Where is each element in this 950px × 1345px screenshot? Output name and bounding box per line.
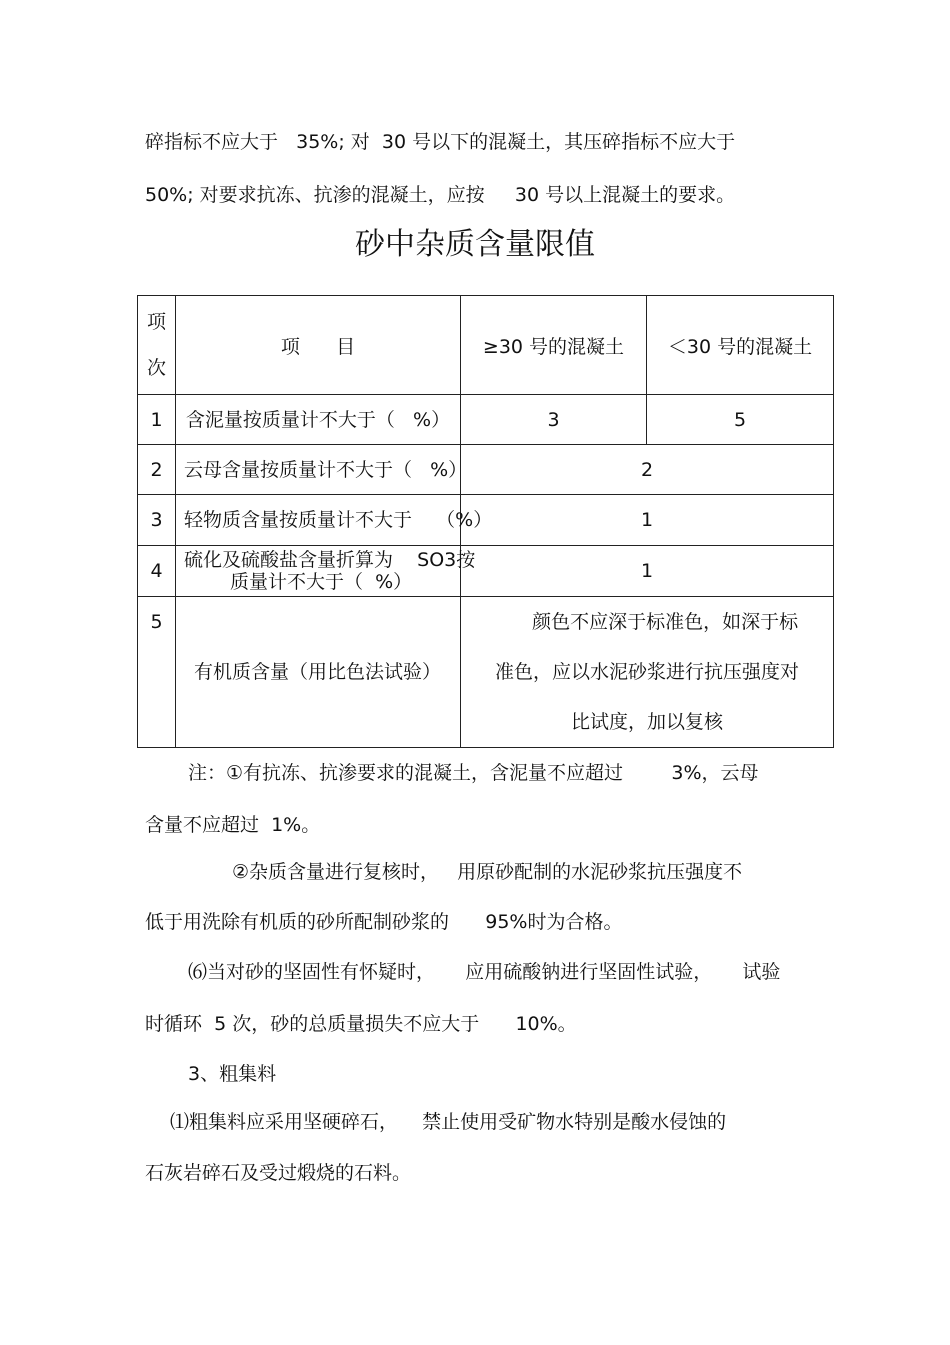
row-item-text: 有机质含量（用比色法试验） xyxy=(194,661,442,683)
row-number: 3 xyxy=(138,495,176,546)
table-row xyxy=(138,597,834,748)
row-item-text-line1: 硫化及硫酸盐含量折算为 SO3按 xyxy=(184,549,476,571)
row-item xyxy=(176,395,461,445)
row-value: 1 xyxy=(461,546,834,597)
table-row xyxy=(138,495,834,546)
impurity-limit-table xyxy=(137,295,834,748)
body-text-line: 碎指标不应大于 35%; 对 30 号以下的混凝土，其压碎指标不应大于 xyxy=(145,131,736,153)
note-line: ⑹当对砂的坚固性有怀疑时， 应用硫酸钠进行坚固性试验， 试验 xyxy=(188,961,781,983)
row-value-lt30: 5 xyxy=(647,395,834,445)
row-value: 1 xyxy=(461,495,834,546)
row-item-text: 云母含量按质量计不大于（ %） xyxy=(184,458,468,481)
note-line: 时循环 5 次，砂的总质量损失不应大于 10%。 xyxy=(145,1013,577,1035)
header-item-label: 项 目 xyxy=(280,335,356,358)
row-item xyxy=(176,597,461,748)
row-item-text: 含泥量按质量计不大于（ %） xyxy=(185,408,451,431)
row-item xyxy=(176,495,493,546)
row-value xyxy=(461,597,834,748)
note-line: 低于用洗除有机质的砂所配制砂浆的 95%时为合格。 xyxy=(145,911,623,933)
row-number: 2 xyxy=(138,445,176,495)
table-row xyxy=(138,546,834,597)
header-ge30-label: ≥30 号的混凝土 xyxy=(482,335,625,358)
row-value: 2 xyxy=(461,445,834,495)
row-item xyxy=(176,445,468,495)
note-line: 注：①有抗冻、抗渗要求的混凝土，含泥量不应超过 3%，云母 xyxy=(188,762,759,784)
paragraph-line: ⑴粗集料应采用坚硬碎石， 禁止使用受矿物水特别是酸水侵蚀的 xyxy=(170,1111,727,1133)
header-index-line1: 项 xyxy=(146,311,166,333)
body-text-line: 50%; 对要求抗冻、抗渗的混凝土，应按 30 号以上混凝土的要求。 xyxy=(145,184,736,206)
row-number: 5 xyxy=(138,597,176,748)
header-ge30-cell xyxy=(461,296,647,395)
paragraph-line: 石灰岩碎石及受过煅烧的石料。 xyxy=(145,1162,412,1184)
note-line: 含量不应超过 1%。 xyxy=(145,814,321,836)
header-index-line2: 次 xyxy=(146,357,166,379)
header-lt30-label: ＜30 号的混凝土 xyxy=(667,335,813,358)
row-value-line3: 比试度，加以复核 xyxy=(570,711,723,733)
row-number: 4 xyxy=(138,546,176,597)
row-number: 1 xyxy=(138,395,176,445)
note-line: ②杂质含量进行复核时， 用原砂配制的水泥砂浆抗压强度不 xyxy=(232,861,743,883)
row-item xyxy=(176,546,476,597)
row-value-line1: 颜色不应深于标准色，如深于标 xyxy=(495,611,799,633)
table-header-row xyxy=(138,296,834,395)
header-index-cell xyxy=(138,296,176,395)
table-row xyxy=(138,445,834,495)
row-value-line2: 准色，应以水泥砂浆进行抗压强度对 xyxy=(494,661,799,683)
table-title: 砂中杂质含量限值 xyxy=(355,227,595,262)
row-item-text: 轻物质含量按质量计不大于 （%） xyxy=(184,509,493,531)
header-item-cell xyxy=(176,296,461,395)
row-value-ge30: 3 xyxy=(461,395,647,445)
section-heading: 3、粗集料 xyxy=(188,1063,277,1085)
row-item-text-line2: 质量计不大于（ %） xyxy=(230,571,413,593)
table-row xyxy=(138,395,834,445)
header-lt30-cell xyxy=(647,296,834,395)
